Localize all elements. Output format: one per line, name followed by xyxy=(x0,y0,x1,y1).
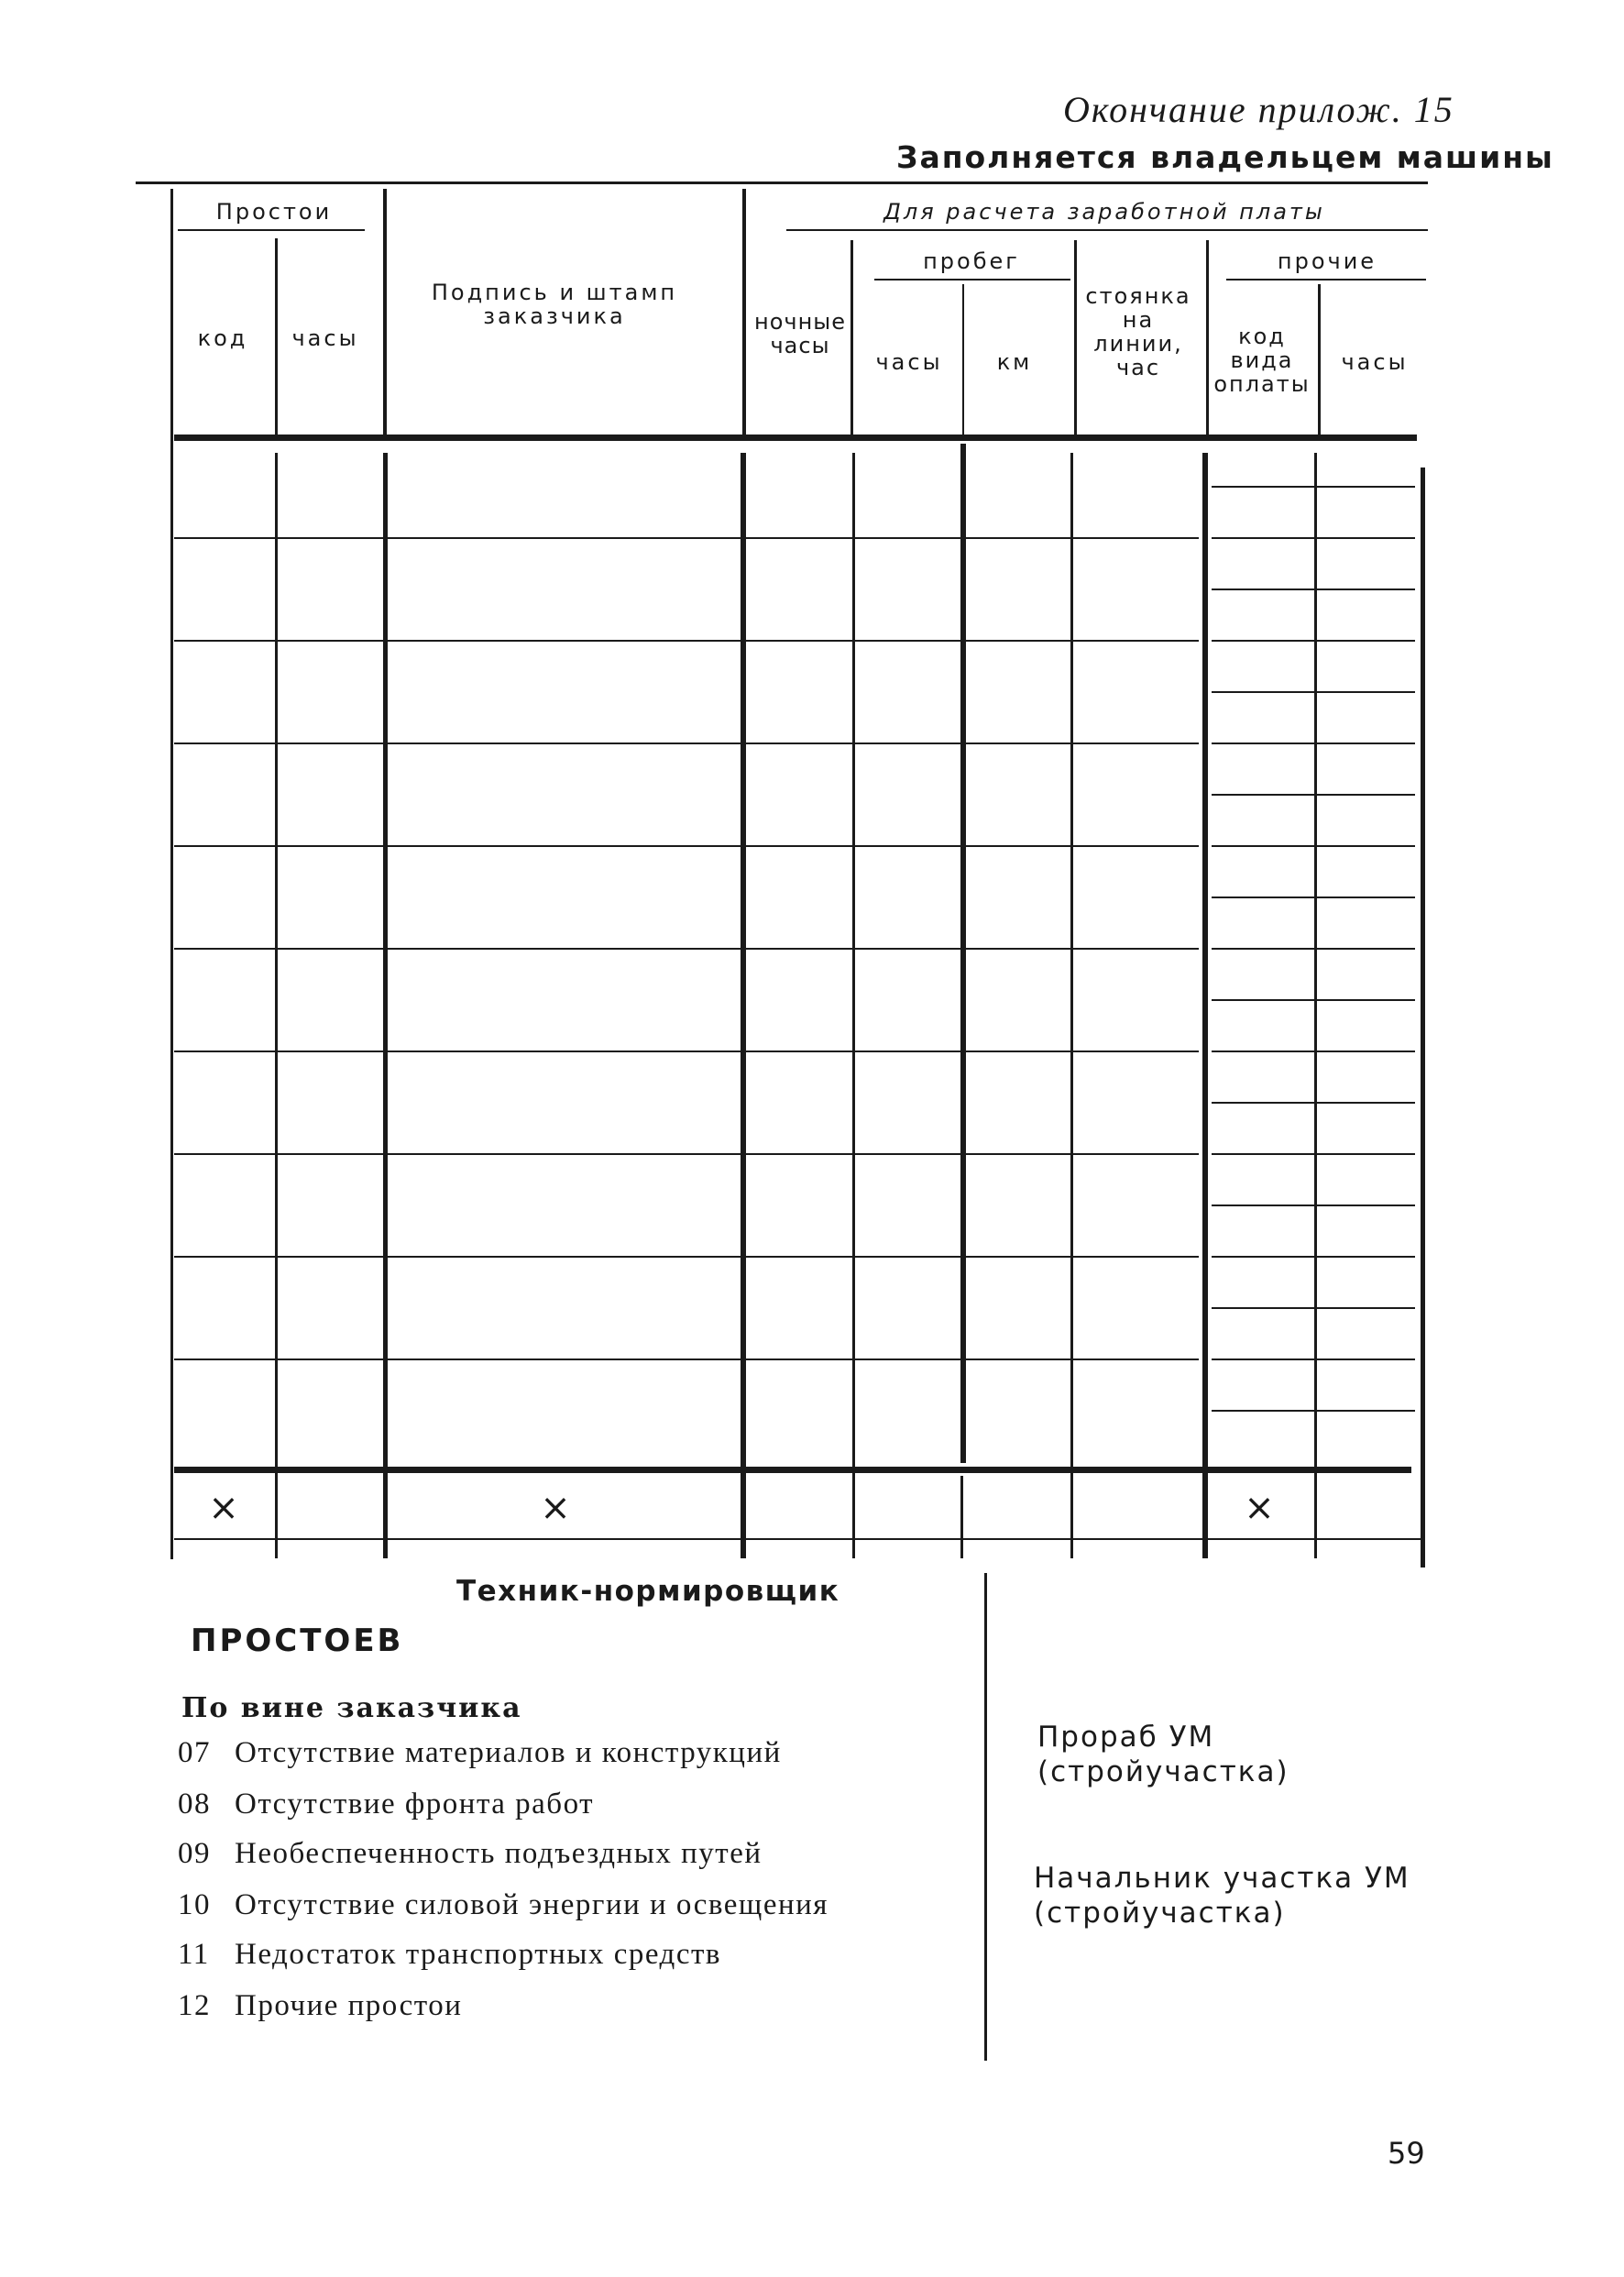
total-pay-type-cross: × xyxy=(1244,1487,1275,1529)
group-salary-label: Для расчета заработной платы xyxy=(883,199,1325,225)
foreman-signature: Прораб УМ (стройучастка) xyxy=(1037,1721,1289,1788)
idle-code-09: 09 Необеспеченность подъездных путей xyxy=(178,1837,763,1870)
total-signature-cross: × xyxy=(540,1487,571,1529)
page-number: 59 xyxy=(1388,2136,1425,2171)
filled-by-caption: Заполняется владельцем машины xyxy=(896,139,1554,175)
idle-code-08: 08 Отсутствие фронта работ xyxy=(178,1788,595,1820)
idle-code-12: 12 Прочие простои xyxy=(178,1989,463,2022)
group-mileage-label: пробег xyxy=(923,248,1020,274)
group-idle-label: Простои xyxy=(215,199,333,225)
total-code-cross: × xyxy=(208,1487,239,1529)
site-chief-signature: Начальник участка УМ (стройучастка) xyxy=(1034,1862,1410,1930)
technician-label: Техник-нормировщик xyxy=(456,1575,840,1608)
col-night-hours-label: ночные часы xyxy=(754,309,846,358)
col-signature-label: Подпись и штамп заказчика xyxy=(431,280,678,329)
idle-code-11: 11 Недостаток транспортных средств xyxy=(178,1938,721,1971)
col-code-label: код xyxy=(197,325,248,351)
col-other-hours-label: часы xyxy=(1341,349,1409,375)
continuation-caption: Окончание прилож. 15 xyxy=(1063,89,1454,130)
group-other-label: прочие xyxy=(1277,248,1377,274)
footer-divider xyxy=(984,1573,987,2061)
idle-section-title: ПРОСТОЕВ xyxy=(191,1622,404,1659)
idle-code-07: 07 Отсутствие материалов и конструкций xyxy=(178,1736,782,1769)
col-mileage-km-label: км xyxy=(996,349,1033,375)
customer-fault-heading: По вине заказчика xyxy=(181,1692,522,1724)
col-parking-label: стоянка на линии, час xyxy=(1085,283,1191,380)
col-mileage-hours-label: часы xyxy=(875,349,943,375)
col-idle-hours-label: часы xyxy=(291,325,359,351)
idle-code-10: 10 Отсутствие силовой энергии и освещения xyxy=(178,1888,828,1921)
col-pay-type-label: код вида оплаты xyxy=(1213,324,1311,397)
